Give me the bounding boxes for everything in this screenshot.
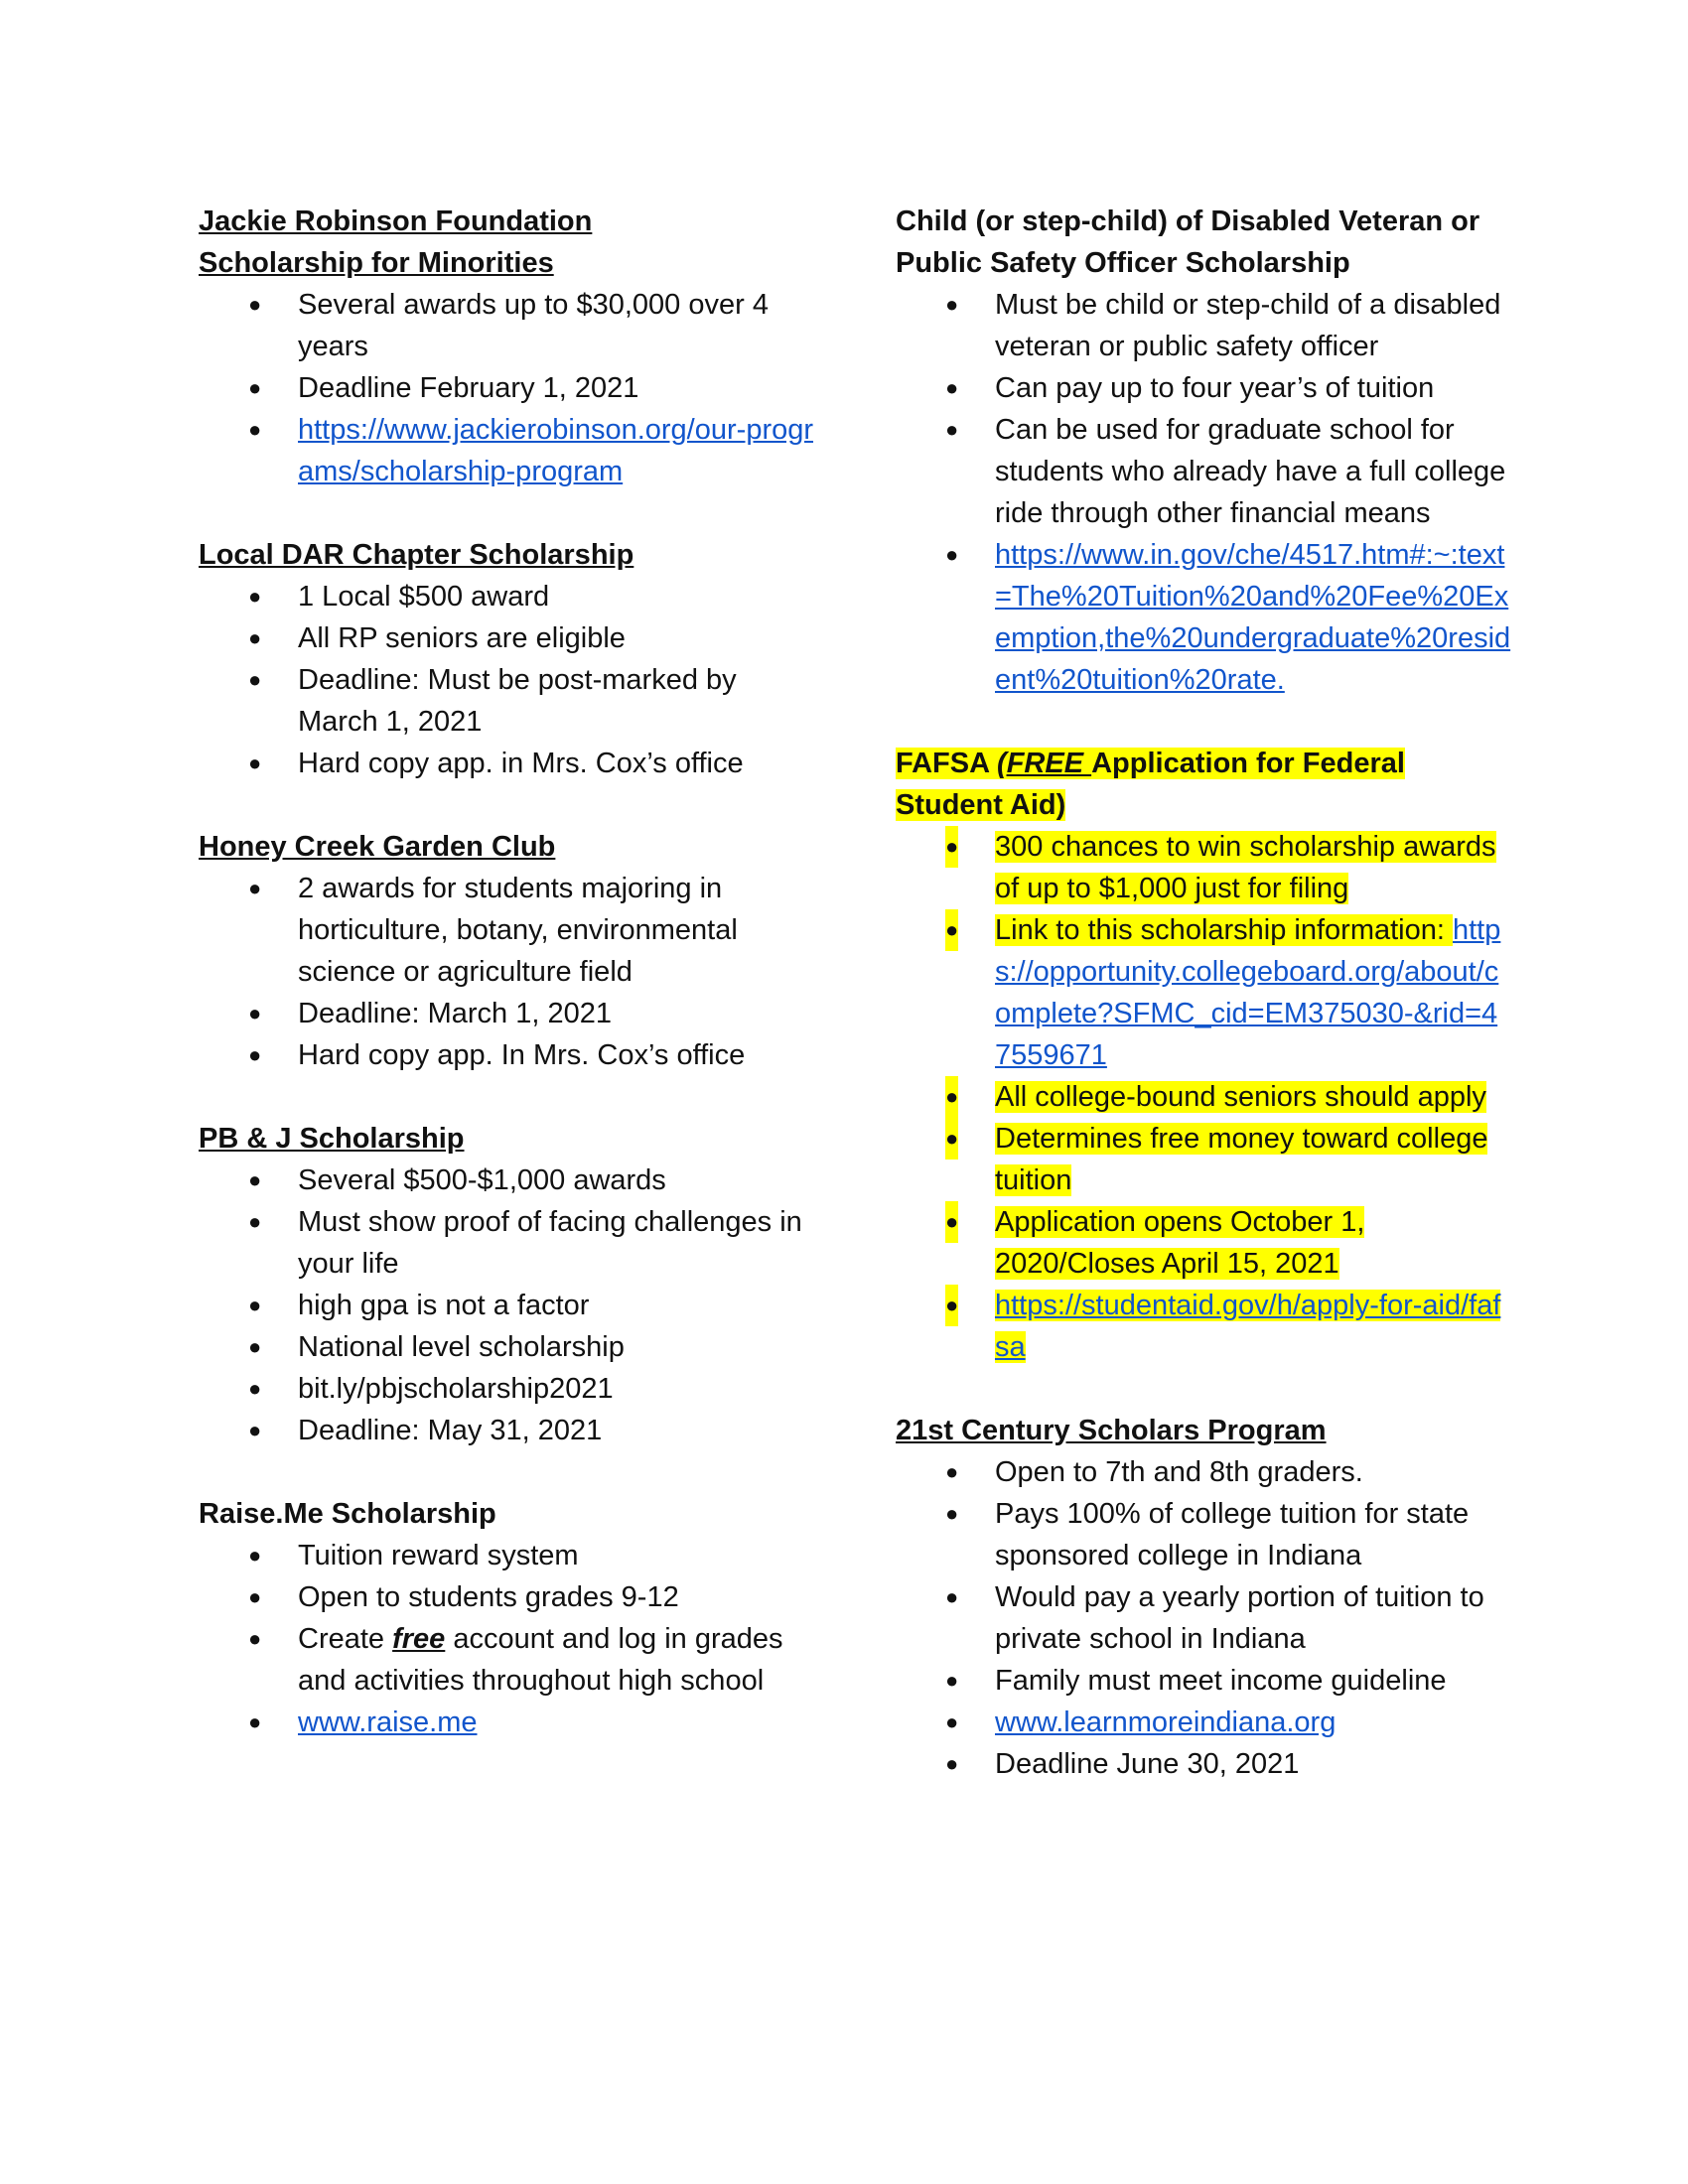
- bullet-icon: ●: [248, 1001, 262, 1025]
- century-scholars-heading: 21st Century Scholars Program: [896, 1415, 1327, 1446]
- list-item: ● Family must meet income guideline: [896, 1660, 1511, 1702]
- bullet-icon: ●: [248, 1209, 262, 1234]
- bullet-icon: ●: [248, 1584, 262, 1609]
- list-item: ● 1 Local $500 award: [199, 576, 814, 617]
- bullet-icon: ●: [248, 1042, 262, 1067]
- list-item: [199, 409, 814, 492]
- veteran-list: [896, 284, 1511, 701]
- list-item: ● Deadline February 1, 2021: [199, 367, 814, 409]
- bullet-icon: ●: [248, 1709, 262, 1734]
- bullet-icon: ●: [248, 417, 262, 442]
- list-item: ● Deadline: March 1, 2021: [199, 993, 814, 1034]
- list-item: ● Link to this scholarship information: https://opportunity.collegeboard.org/about/complete?SFMC_cid=EM375030-&rid=47559671: [896, 909, 1511, 1076]
- bullet-icon: ●: [248, 751, 262, 775]
- list-item: ● All RP seniors are eligible: [199, 617, 814, 659]
- bullet-icon: ●: [248, 1334, 262, 1359]
- bullet-icon: ●: [945, 1118, 958, 1160]
- list-item: ● 2 awards for students majoring in horticulture, botany, environmental science or agriculture field: [199, 868, 814, 993]
- list-item: [896, 1285, 1511, 1368]
- list-item: ● Deadline: Must be post-marked by March 1, 2021: [199, 659, 814, 743]
- dar-section: [199, 534, 814, 784]
- list-item: ● Would pay a yearly portion of tuition to private school in Indiana: [896, 1576, 1511, 1660]
- jackie-robinson-heading: Jackie Robinson Foundation Scholarship for Minorities: [199, 205, 593, 279]
- bullet-icon: ●: [248, 1167, 262, 1192]
- list-item: ● Must be child or step-child of a disabled veteran or public safety officer: [896, 284, 1511, 367]
- list-item: ● Deadline: May 31, 2021: [199, 1410, 814, 1451]
- raise-me-list: [199, 1535, 814, 1743]
- list-item: ● Several $500-$1,000 awards: [199, 1160, 814, 1201]
- bullet-icon: ●: [945, 909, 958, 951]
- list-item: ● Create free account and log in grades and activities throughout high school: [199, 1618, 814, 1702]
- raise-me-section: [199, 1493, 814, 1743]
- right-column: [896, 201, 1511, 1827]
- bullet-icon: ●: [248, 1293, 262, 1317]
- list-item: ● Open to students grades 9-12: [199, 1576, 814, 1618]
- raise-me-heading: Raise.Me Scholarship: [199, 1498, 496, 1530]
- bullet-icon: ●: [248, 292, 262, 317]
- honey-creek-section: [199, 826, 814, 1076]
- list-item: ● Hard copy app. in Mrs. Cox’s office: [199, 743, 814, 784]
- pbj-list: [199, 1160, 814, 1451]
- list-item: ● All college-bound seniors should apply: [896, 1076, 1511, 1118]
- bullet-icon: ●: [945, 542, 959, 567]
- bullet-icon: ●: [248, 1626, 262, 1651]
- bullet-icon: ●: [248, 667, 262, 692]
- honey-creek-list: [199, 868, 814, 1076]
- bullet-icon: ●: [945, 1076, 958, 1118]
- bullet-icon: ●: [248, 876, 262, 900]
- bullet-icon: ●: [248, 625, 262, 650]
- bullet-icon: ●: [945, 1751, 959, 1776]
- list-item: ● Several awards up to $30,000 over 4 years: [199, 284, 814, 367]
- list-item: ● Must show proof of facing challenges in your life: [199, 1201, 814, 1285]
- learnmoreindiana-link[interactable]: www.learnmoreindiana.org: [995, 1706, 1336, 1738]
- list-item: ● Pays 100% of college tuition for state sponsored college in Indiana: [896, 1493, 1511, 1576]
- veteran-heading: Child (or step-child) of Disabled Veteran or Public Safety Officer Scholarship: [896, 205, 1480, 279]
- pbj-section: [199, 1118, 814, 1451]
- century-scholars-section: [896, 1410, 1511, 1785]
- list-item: ● Application opens October 1, 2020/Closes April 15, 2021: [896, 1201, 1511, 1285]
- bullet-icon: ●: [945, 1709, 959, 1734]
- bullet-icon: ●: [945, 1584, 959, 1609]
- bullet-icon: ●: [945, 826, 958, 868]
- list-item: ● Determines free money toward college tuition: [896, 1118, 1511, 1201]
- bullet-icon: ●: [248, 584, 262, 609]
- jackie-robinson-section: [199, 201, 814, 492]
- veteran-link[interactable]: https://www.in.gov/che/4517.htm#:~:text=The%20Tuition%20and%20Fee%20Exemption,the%20undergraduate%20resident%20tuition%20rate.: [995, 539, 1511, 696]
- list-item: ● high gpa is not a factor: [199, 1285, 814, 1326]
- list-item: ● National level scholarship: [199, 1326, 814, 1368]
- collegeboard-link[interactable]: https://opportunity.collegeboard.org/about/complete?SFMC_cid=EM375030-&rid=47559671: [995, 914, 1501, 1071]
- list-item: [199, 1702, 814, 1743]
- raise-me-link[interactable]: www.raise.me: [298, 1706, 478, 1738]
- jackie-robinson-link[interactable]: https://www.jackierobinson.org/our-programs/scholarship-program: [298, 414, 814, 487]
- list-item: ● Hard copy app. In Mrs. Cox’s office: [199, 1034, 814, 1076]
- century-scholars-list: [896, 1451, 1511, 1785]
- bullet-icon: ●: [248, 375, 262, 400]
- list-item: ● Deadline June 30, 2021: [896, 1743, 1511, 1785]
- fafsa-heading: FAFSA (FREE Application for Federal Student Aid): [896, 748, 1405, 821]
- dar-list: [199, 576, 814, 784]
- fafsa-section: [896, 743, 1511, 1368]
- bullet-icon: ●: [945, 1501, 959, 1526]
- bullet-icon: ●: [945, 292, 959, 317]
- bullet-icon: ●: [945, 1459, 959, 1484]
- bullet-icon: ●: [248, 1543, 262, 1568]
- bullet-icon: ●: [945, 1668, 959, 1693]
- list-item: [896, 534, 1511, 701]
- list-item: ● Can be used for graduate school for students who already have a full college ride through other financial means: [896, 409, 1511, 534]
- list-item: ● Tuition reward system: [199, 1535, 814, 1576]
- bullet-icon: ●: [248, 1418, 262, 1442]
- bullet-icon: ●: [945, 1285, 958, 1326]
- bullet-icon: ●: [945, 417, 959, 442]
- honey-creek-heading: Honey Creek Garden Club: [199, 831, 556, 863]
- list-item: ● Can pay up to four year’s of tuition: [896, 367, 1511, 409]
- bullet-icon: ●: [248, 1376, 262, 1401]
- bullet-icon: ●: [945, 375, 959, 400]
- list-item: [896, 1702, 1511, 1743]
- list-item: ● 300 chances to win scholarship awards of up to $1,000 just for filing: [896, 826, 1511, 909]
- studentaid-link[interactable]: https://studentaid.gov/h/apply-for-aid/fafsa: [995, 1290, 1501, 1363]
- jackie-robinson-list: [199, 284, 814, 492]
- list-item: ● bit.ly/pbjscholarship2021: [199, 1368, 814, 1410]
- fafsa-list: [896, 826, 1511, 1368]
- left-column: [199, 201, 814, 1785]
- veteran-section: [896, 201, 1511, 701]
- list-item: ● Open to 7th and 8th graders.: [896, 1451, 1511, 1493]
- bullet-icon: ●: [945, 1201, 958, 1243]
- dar-heading: Local DAR Chapter Scholarship: [199, 539, 634, 571]
- pbj-heading: PB & J Scholarship: [199, 1123, 465, 1155]
